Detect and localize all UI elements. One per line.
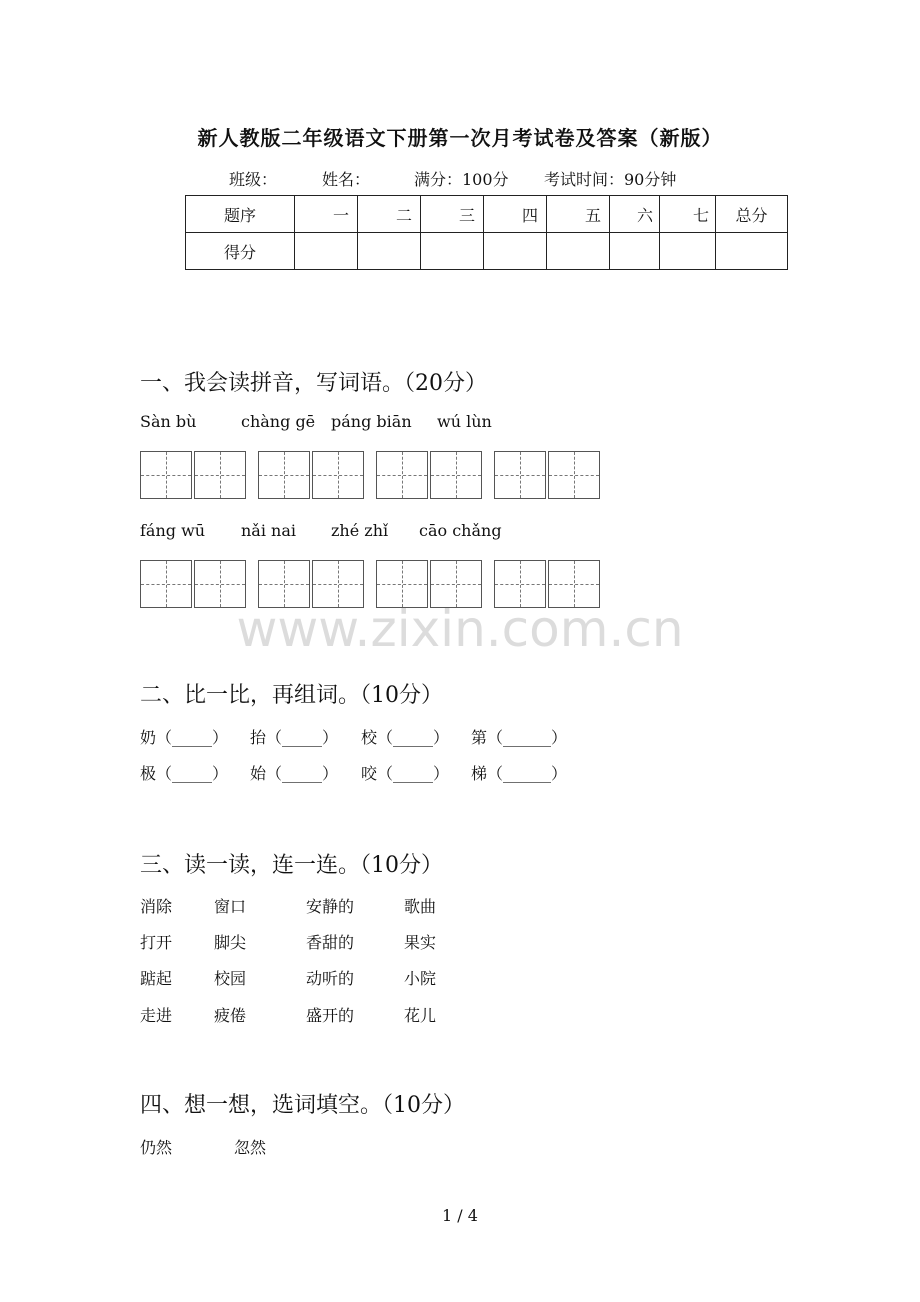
word-blank[interactable]: 奶（_____） [140, 728, 229, 747]
word-blank[interactable]: 始（_____） [250, 764, 339, 783]
section1-title: 一、我会读拼音，写词语。（20分） [140, 371, 487, 396]
word-blank[interactable]: 校（_____） [361, 728, 450, 747]
match-word: 花儿 [404, 1006, 437, 1025]
page-number: 1 / 4 [442, 1206, 478, 1225]
pinyin-label: chàng gē [241, 412, 316, 431]
score-header-cell: 一 [295, 196, 358, 233]
word-blank[interactable]: 极（_____） [140, 764, 229, 783]
pinyin-label: páng biān [331, 412, 412, 431]
exam-time: 考试时间：90分钟 [544, 170, 677, 189]
word-blank[interactable]: 第（______） [471, 728, 568, 747]
section3-title: 三、读一读，连一连。（10分） [140, 853, 443, 878]
match-word: 校园 [214, 969, 247, 988]
writing-grid-4[interactable] [494, 451, 602, 499]
writing-cell[interactable] [494, 451, 546, 499]
writing-grid-2[interactable] [258, 451, 366, 499]
match-word: 香甜的 [306, 933, 355, 952]
name-label: 姓名： [322, 170, 371, 189]
writing-cell[interactable] [194, 451, 246, 499]
score-table-header-row [186, 196, 788, 233]
pinyin-label: zhé zhǐ [331, 521, 389, 540]
score-cell[interactable] [484, 233, 547, 270]
writing-grid-3[interactable] [376, 451, 484, 499]
match-word: 走进 [140, 1006, 173, 1025]
pinyin-label: cāo chǎng [419, 521, 502, 540]
watermark: www.zixin.com.cn [236, 600, 684, 658]
score-table [185, 195, 788, 270]
match-word: 安静的 [306, 897, 355, 916]
score-cell[interactable] [610, 233, 660, 270]
choice-word: 仍然 [140, 1138, 173, 1157]
score-header-cell: 六 [610, 196, 660, 233]
match-word: 脚尖 [214, 933, 247, 952]
writing-cell[interactable] [376, 451, 428, 499]
match-word: 动听的 [306, 969, 355, 988]
word-blank[interactable]: 梯（______） [471, 764, 568, 783]
score-cell[interactable] [421, 233, 484, 270]
score-cell[interactable] [547, 233, 610, 270]
word-blank[interactable]: 抬（_____） [250, 728, 339, 747]
score-header-cell: 题序 [186, 196, 295, 233]
score-header-cell: 三 [421, 196, 484, 233]
score-row-label: 得分 [186, 233, 295, 270]
full-score: 满分：100分 [414, 170, 509, 189]
writing-cell[interactable] [430, 451, 482, 499]
score-cell[interactable] [295, 233, 358, 270]
writing-cell[interactable] [140, 451, 192, 499]
match-word: 小院 [404, 969, 437, 988]
score-cell[interactable] [358, 233, 421, 270]
score-header-cell: 五 [547, 196, 610, 233]
choice-word: 忽然 [234, 1138, 267, 1157]
match-word: 打开 [140, 933, 173, 952]
pinyin-label: wú lùn [437, 412, 492, 431]
section2-title: 二、比一比，再组词。（10分） [140, 683, 443, 708]
pinyin-label: fáng wū [140, 521, 206, 540]
writing-cell[interactable] [258, 451, 310, 499]
writing-cell[interactable] [548, 451, 600, 499]
score-cell[interactable] [716, 233, 788, 270]
score-header-cell: 二 [358, 196, 421, 233]
match-word: 疲倦 [214, 1006, 247, 1025]
match-word: 果实 [404, 933, 437, 952]
writing-grid-1[interactable] [140, 451, 248, 499]
score-header-cell: 四 [484, 196, 547, 233]
page-title: 新人教版二年级语文下册第一次月考试卷及答案（新版） [197, 126, 723, 150]
score-table-row [186, 233, 788, 270]
score-header-cell: 总分 [716, 196, 788, 233]
match-word: 踮起 [140, 969, 173, 988]
match-word: 歌曲 [404, 897, 437, 916]
pinyin-label: nǎi nai [241, 521, 297, 540]
match-word: 窗口 [214, 897, 247, 916]
pinyin-label: Sàn bù [140, 412, 197, 431]
score-header-cell: 七 [660, 196, 716, 233]
match-word: 消除 [140, 897, 173, 916]
class-label: 班级： [229, 170, 278, 189]
word-blank[interactable]: 咬（_____） [361, 764, 450, 783]
section4-title: 四、想一想，选词填空。（10分） [140, 1093, 465, 1118]
match-word: 盛开的 [306, 1006, 355, 1025]
writing-cell[interactable] [312, 451, 364, 499]
score-cell[interactable] [660, 233, 716, 270]
